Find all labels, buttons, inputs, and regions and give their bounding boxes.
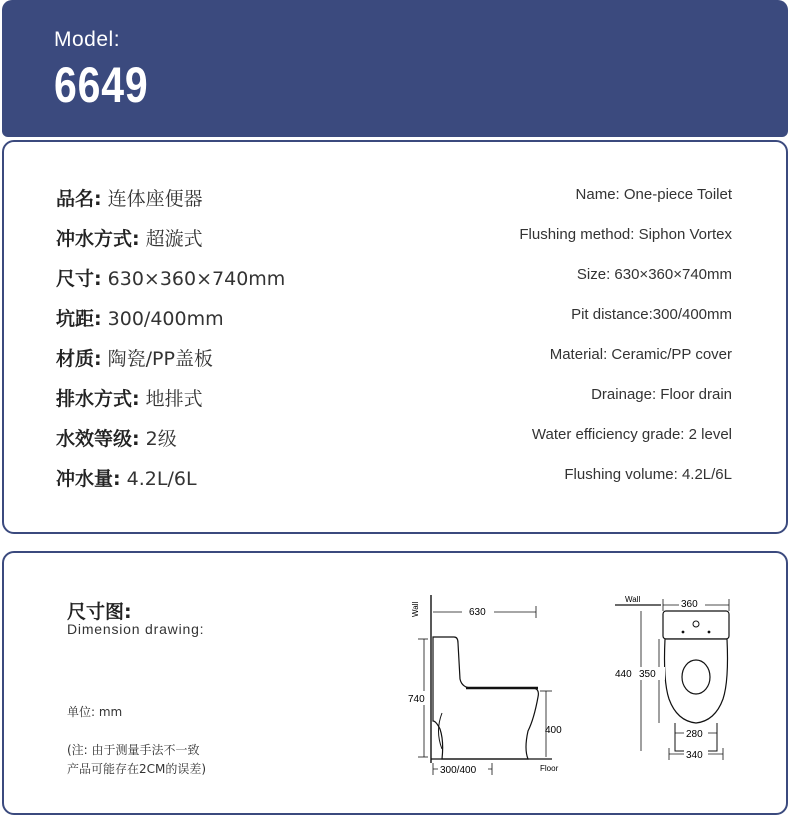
- unit-label: 单位: mm: [67, 705, 123, 719]
- spec-row-water-efficiency: [56, 424, 732, 454]
- spec-row-size: [56, 264, 732, 294]
- spec-key: 品名:: [56, 188, 102, 210]
- spec-value: 连体座便器: [107, 188, 203, 210]
- top-base-inner-label: 280: [686, 729, 703, 740]
- spec-english: Material: Ceramic/PP cover: [549, 346, 732, 363]
- side-floor-label: Floor: [540, 764, 559, 773]
- spec-value: 300/400mm: [107, 308, 224, 330]
- model-number: 6649: [54, 57, 149, 113]
- spec-row-name: [56, 184, 732, 214]
- side-wall-label: Wall: [411, 601, 420, 617]
- spec-row-flushing-volume: [56, 464, 732, 494]
- spec-value: 超漩式: [145, 228, 203, 250]
- spec-key: 水效等级:: [56, 428, 140, 450]
- top-view-drawing: [611, 591, 741, 791]
- toilet-side-silhouette: [433, 637, 538, 759]
- side-height-label: 740: [408, 694, 425, 705]
- side-length-label: 630: [469, 607, 486, 618]
- top-wall-label: Wall: [625, 595, 641, 604]
- spec-english: Flushing method: Siphon Vortex: [519, 226, 732, 243]
- flush-button: [693, 621, 699, 627]
- top-base-outer-label: 340: [686, 750, 703, 761]
- measurement-note-line2: 产品可能存在2CM的误差): [67, 762, 207, 776]
- spec-key: 材质:: [56, 348, 102, 370]
- specs-panel: [2, 140, 788, 534]
- spec-key: 坑距:: [56, 308, 102, 330]
- side-pit-distance-label: 300/400: [440, 765, 477, 776]
- dimension-title-en: Dimension drawing:: [67, 621, 205, 637]
- spec-english: Name: One-piece Toilet: [575, 186, 732, 203]
- top-depth-b-label: 350: [639, 669, 656, 680]
- spec-english: Pit distance:300/400mm: [571, 306, 732, 323]
- top-tank-width-label: 360: [681, 599, 698, 610]
- spec-english: Water efficiency grade: 2 level: [531, 426, 732, 443]
- spec-key: 尺寸:: [56, 268, 102, 290]
- spec-value: 陶瓷/PP盖板: [107, 348, 213, 370]
- spec-key: 冲水量:: [56, 468, 121, 490]
- bowl-opening: [682, 660, 710, 694]
- dimension-panel: [2, 551, 788, 815]
- spec-row-material: [56, 344, 732, 374]
- model-label: Model:: [54, 28, 121, 51]
- spec-value: 地排式: [145, 388, 203, 410]
- spec-value: 4.2L/6L: [126, 468, 197, 490]
- spec-value: 630×360×740mm: [107, 268, 286, 290]
- dimension-title-cn: 尺寸图:: [67, 601, 132, 623]
- spec-key: 排水方式:: [56, 388, 140, 410]
- spec-english: Drainage: Floor drain: [591, 386, 732, 403]
- top-depth-a-label: 440: [615, 669, 632, 680]
- side-view-drawing: [402, 591, 572, 791]
- spec-row-drainage: [56, 384, 732, 414]
- model-header: [2, 0, 788, 137]
- spec-key: 冲水方式:: [56, 228, 140, 250]
- spec-english: Flushing volume: 4.2L/6L: [564, 466, 732, 483]
- spec-english: Size: 630×360×740mm: [576, 266, 732, 283]
- spec-row-flushing-method: [56, 224, 732, 254]
- spec-value: 2级: [145, 428, 177, 450]
- side-outlet-height-label: 400: [545, 725, 562, 736]
- spec-row-pit-distance: [56, 304, 732, 334]
- measurement-note-line1: (注: 由于测量手法不一致: [67, 743, 200, 757]
